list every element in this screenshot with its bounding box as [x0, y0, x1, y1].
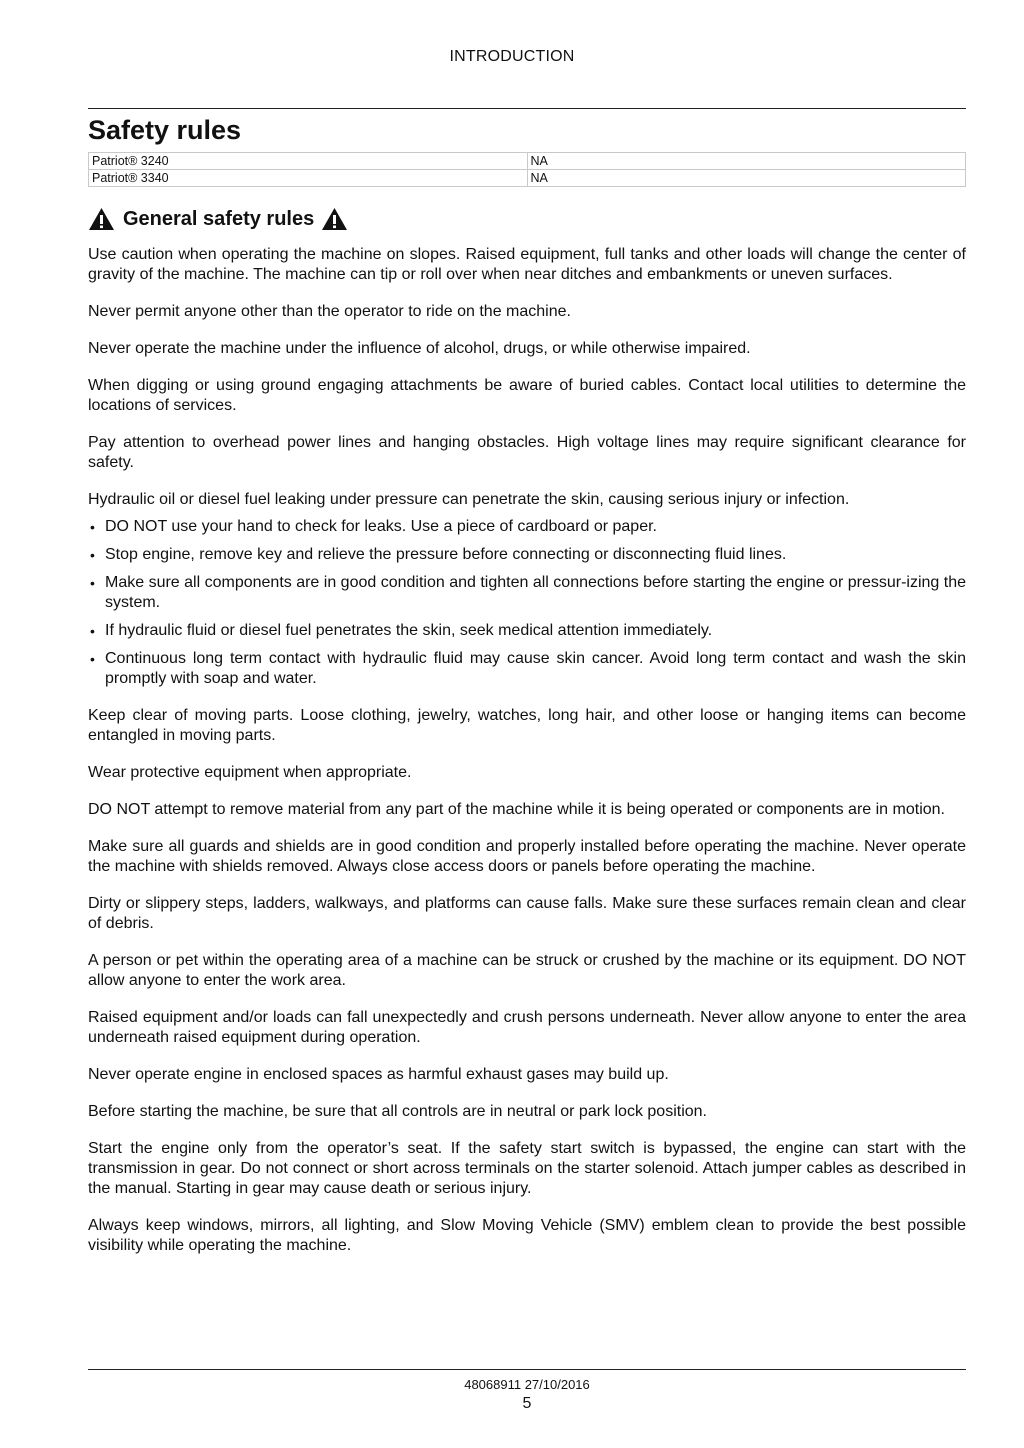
- page-number: 5: [522, 1395, 532, 1412]
- page-title: Safety rules: [88, 115, 242, 145]
- paragraph: Dirty or slippery steps, ladders, walkways, and platforms can cause falls. Make sure these surfaces remain clean and clear of debris.: [88, 895, 966, 932]
- model-cell: Patriot® 3340: [89, 170, 528, 187]
- paragraph: Before starting the machine, be sure that all controls are in neutral or park lock position.: [88, 1103, 707, 1120]
- paragraph: Never permit anyone other than the operator to ride on the machine.: [88, 303, 571, 320]
- paragraph: When digging or using ground engaging attachments be aware of buried cables. Contact local utilities to determine the locations of services.: [88, 377, 966, 414]
- list-item: • If hydraulic fluid or diesel fuel penetrates the skin, seek medical attention immediately.: [88, 621, 966, 641]
- paragraph: Pay attention to overhead power lines and hanging obstacles. High voltage lines may require significant clearance for safety.: [88, 434, 966, 471]
- paragraph: Keep clear of moving parts. Loose clothing, jewelry, watches, long hair, and other loose or hanging items can become entangled in moving parts.: [88, 707, 966, 744]
- paragraph: Never operate engine in enclosed spaces as harmful exhaust gases may build up.: [88, 1066, 669, 1083]
- value-cell: NA: [527, 170, 966, 187]
- document-reference: 48068911 27/10/2016: [464, 1377, 590, 1392]
- list-item: • Continuous long term contact with hydraulic fluid may cause skin cancer. Avoid long term contact and wash the skin promptly with soap and water.: [88, 649, 966, 689]
- table-row: [89, 170, 966, 187]
- paragraph: Never operate the machine under the influence of alcohol, drugs, or while otherwise impaired.: [88, 340, 751, 357]
- page-content: [88, 108, 966, 1273]
- page-footer: [88, 1369, 966, 1413]
- paragraph: Wear protective equipment when appropriate.: [88, 764, 412, 781]
- paragraph: A person or pet within the operating area of a machine can be struck or crushed by the machine or its equipment. DO NOT allow anyone to enter the work area.: [88, 952, 966, 989]
- list-item: • Stop engine, remove key and relieve the pressure before connecting or disconnecting fluid lines.: [88, 545, 966, 565]
- paragraph: Always keep windows, mirrors, all lighting, and Slow Moving Vehicle (SMV) emblem clean to provide the best possible visibility while operating the machine.: [88, 1217, 966, 1254]
- warning-triangle-icon: [88, 207, 115, 231]
- hydraulic-intro: Hydraulic oil or diesel fuel leaking under pressure can penetrate the skin, causing serious injury or infection.: [88, 491, 850, 508]
- running-header: INTRODUCTION: [449, 48, 575, 65]
- section-heading-text: General safety rules: [123, 207, 315, 230]
- model-cell: Patriot® 3240: [89, 153, 528, 170]
- section-heading: [88, 207, 966, 231]
- paragraph: Use caution when operating the machine on slopes. Raised equipment, full tanks and other loads will change the center of gravity of the machine. The machine can tip or roll over when near ditches and embankments or uneven surfaces.: [88, 246, 966, 283]
- applicability-table: [88, 152, 966, 187]
- table-row: [89, 153, 966, 170]
- hydraulic-bullet-list: [88, 517, 966, 689]
- list-item: • DO NOT use your hand to check for leaks. Use a piece of cardboard or paper.: [88, 517, 966, 537]
- warning-triangle-icon: [321, 207, 348, 231]
- paragraph: Raised equipment and/or loads can fall unexpectedly and crush persons underneath. Never allow anyone to enter the area underneath raised equipment during operation.: [88, 1009, 966, 1046]
- paragraph: DO NOT attempt to remove material from any part of the machine while it is being operated or components are in motion.: [88, 801, 945, 818]
- value-cell: NA: [527, 153, 966, 170]
- footer-rule: [88, 1369, 966, 1370]
- paragraph: Make sure all guards and shields are in good condition and properly installed before operating the machine. Never operate the machine with shields removed. Always close access doors or panels before operating the machine.: [88, 838, 966, 875]
- header-rule: [88, 108, 966, 109]
- list-item: • Make sure all components are in good condition and tighten all connections before starting the engine or pressur-izing the system.: [88, 573, 966, 613]
- paragraph: Start the engine only from the operator’s seat. If the safety start switch is bypassed, the engine can start with the transmission in gear. Do not connect or short across terminals on the starter solenoid. Attach jumper cables as described in the manual. Starting in gear may cause death or serious injury.: [88, 1140, 966, 1197]
